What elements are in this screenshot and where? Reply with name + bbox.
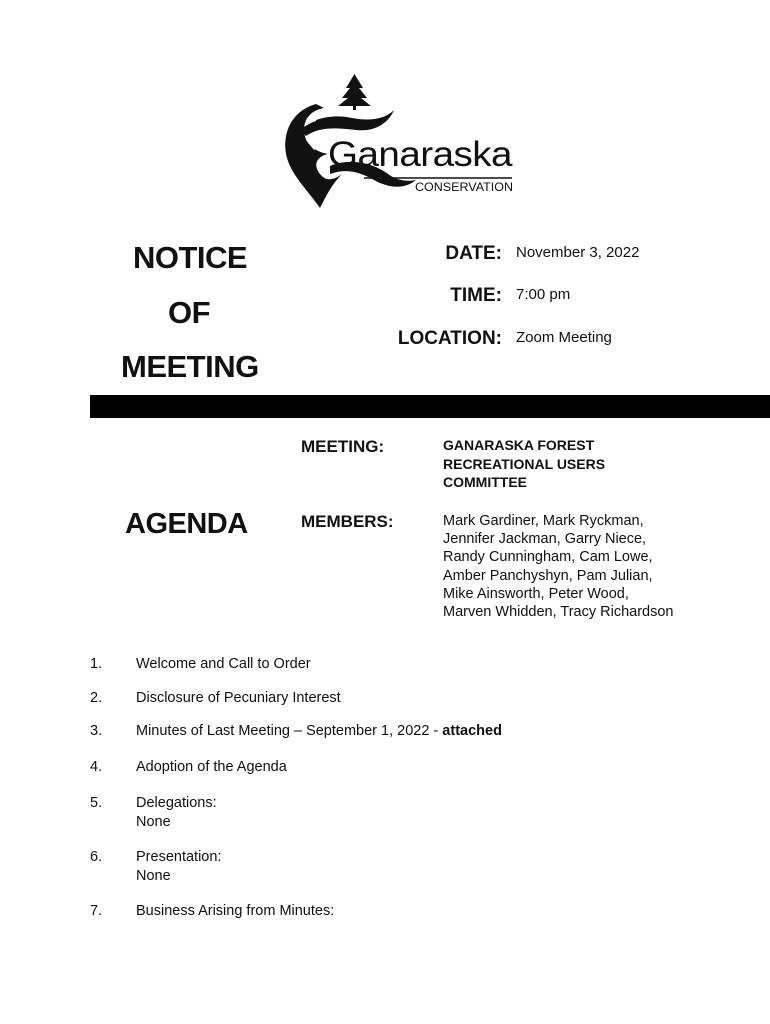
agenda-item-number: 3. — [90, 723, 103, 739]
members-list — [443, 512, 743, 621]
agenda-item-number: 2. — [90, 690, 103, 706]
agenda-item-body — [136, 848, 221, 885]
agenda-item-number: 7. — [90, 903, 103, 919]
agenda-item-body — [136, 794, 217, 831]
members-line: Jennifer Jackman, Garry Niece, — [443, 531, 647, 548]
agenda-item-text: Disclosure of Pecuniary Interest — [136, 690, 341, 706]
attachment-marker: attached — [442, 723, 502, 739]
section-divider-bar — [90, 395, 770, 418]
agenda-item-number: 4. — [90, 759, 103, 775]
members-line: Mark Gardiner, Mark Ryckman, — [443, 513, 644, 529]
notice-heading-line-3: MEETING — [121, 349, 259, 384]
members-line: Amber Panchyshyn, Pam Julian, — [443, 567, 653, 584]
logo-wordmark: Ganaraska — [328, 135, 514, 174]
agenda-title: AGENDA — [125, 508, 248, 540]
agenda-item-number: 5. — [90, 795, 103, 811]
members-line: Mike Ainsworth, Peter Wood, — [443, 585, 629, 602]
date-value: November 3, 2022 — [516, 244, 640, 261]
meeting-name-line: COMMITTEE — [443, 474, 527, 490]
agenda-item-body — [136, 722, 502, 741]
time-value: 7:00 pm — [516, 286, 571, 303]
agenda-item-subtext: None — [136, 867, 171, 884]
agenda-item-text: Presentation: — [136, 849, 222, 865]
meeting-name-line: RECREATIONAL USERS — [443, 455, 606, 472]
location-label: LOCATION: — [397, 328, 502, 349]
logo-subtitle: CONSERVATION — [415, 180, 513, 194]
agenda-item-number: 1. — [90, 656, 103, 672]
members-label: MEMBERS: — [301, 512, 394, 531]
meeting-name-line: GANARASKA FOREST — [443, 437, 595, 453]
members-line: Marven Whidden, Tracy Richardson — [443, 604, 674, 621]
ganaraska-logo — [276, 70, 520, 216]
agenda-item-text: Welcome and Call to Order — [136, 656, 311, 672]
meeting-label: MEETING: — [301, 437, 385, 456]
notice-heading-line-1: NOTICE — [133, 240, 248, 275]
meeting-name — [443, 436, 683, 492]
agenda-item-text: Adoption of the Agenda — [136, 759, 287, 775]
agenda-item-number: 6. — [90, 849, 103, 865]
agenda-item-text: Minutes of Last Meeting – September 1, 2022 - — [136, 723, 443, 739]
location-value: Zoom Meeting — [516, 329, 612, 346]
tree-icon — [338, 74, 371, 110]
agenda-item-text: Business Arising from Minutes: — [136, 903, 335, 919]
date-label: DATE: — [445, 243, 502, 264]
time-label: TIME: — [450, 285, 502, 306]
agenda-item-subtext: None — [136, 813, 171, 830]
notice-heading-line-2: OF — [168, 295, 211, 330]
members-line: Randy Cunningham, Cam Lowe, — [443, 549, 653, 566]
agenda-item-text: Delegations: — [136, 795, 217, 811]
